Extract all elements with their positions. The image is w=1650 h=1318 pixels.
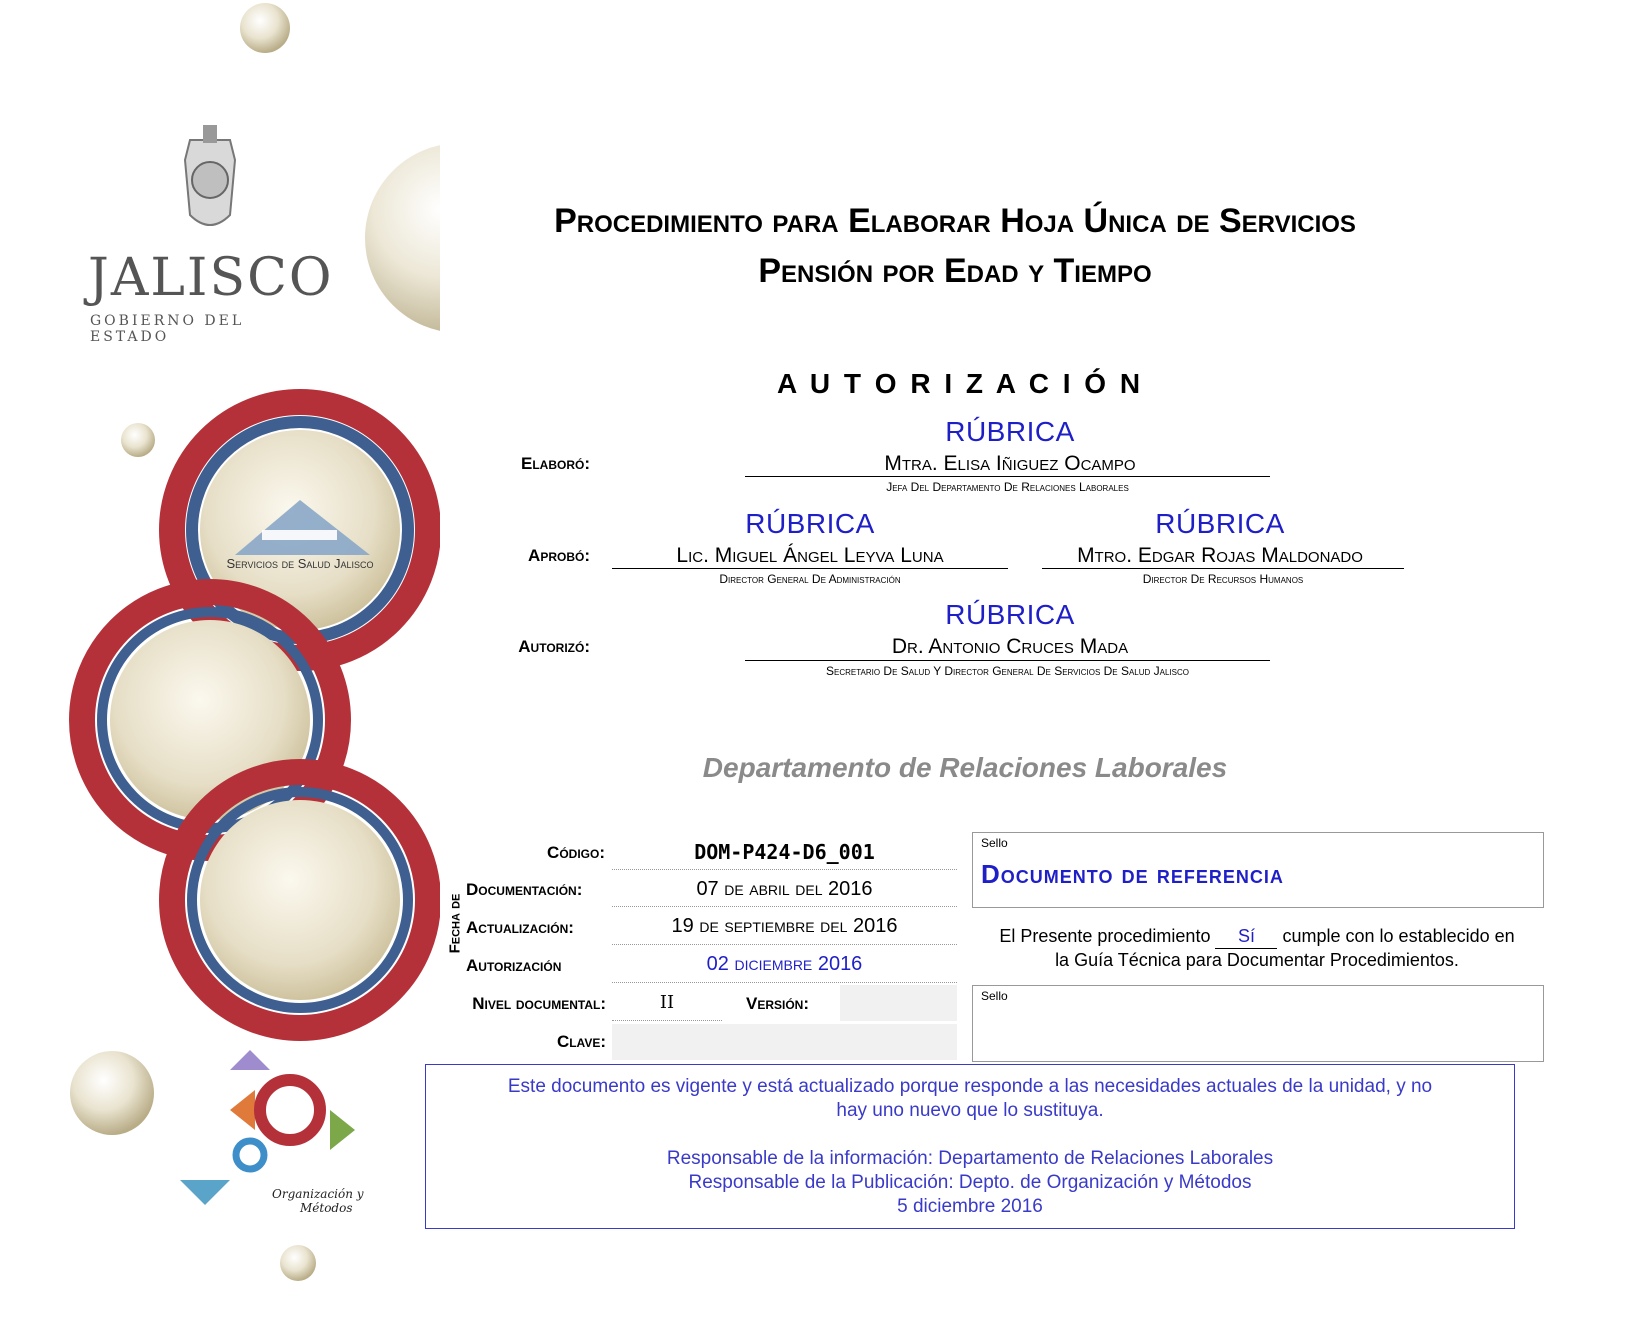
cumple-pre: El Presente procedimiento: [999, 926, 1211, 946]
sello-label-bottom: Sello: [981, 989, 1008, 1003]
footer-line-4: Responsable de la Publicación: Depto. de Organización y Métodos: [688, 1172, 1252, 1193]
om-label-2: Métodos: [300, 1201, 353, 1215]
department-name: Departamento de Relaciones Laborales: [702, 752, 1228, 783]
footer-line-2: hay uno nuevo que lo sustituya.: [836, 1100, 1104, 1121]
rubrica-autorizo: RÚBRICA: [945, 599, 1075, 630]
fecha-de-label: Fecha de: [446, 893, 464, 954]
clave-value: [612, 1024, 957, 1060]
cumple-line-2: la Guía Técnica para Documentar Procedimientos.: [1055, 950, 1459, 970]
label-actualizacion: Actualización:: [466, 918, 574, 937]
label-autorizacion: Autorización: [466, 956, 562, 975]
jalisco-brand: JALISCO: [88, 248, 334, 308]
documentacion-value: 07 de abril del 2016: [696, 878, 873, 900]
label-autorizo: Autorizó:: [518, 637, 590, 656]
sello-label-top: Sello: [981, 836, 1008, 850]
label-codigo: Código:: [547, 843, 605, 862]
page-title: [400, 196, 1510, 296]
rubrica-aprobo-left: RÚBRICA: [745, 508, 875, 539]
doc-ref-label: Documento de referencia: [981, 859, 1284, 889]
authorization-heading: A U T O R I Z A C I Ó N: [776, 368, 1144, 399]
rubrica-elaboro: RÚBRICA: [945, 416, 1075, 447]
om-label-1: Organización y: [272, 1187, 364, 1201]
jalisco-crest-icon: [160, 120, 260, 240]
name-autorizo: Dr. Antonio Cruces Mada: [891, 635, 1129, 658]
label-aprobo: Aprobó:: [528, 546, 590, 565]
label-clave: Clave:: [556, 1032, 606, 1051]
jalisco-subtitle: GOBIERNO DEL ESTADO: [90, 313, 245, 345]
validity-notice: [425, 1064, 1515, 1229]
title-line-2: Pensión por Edad y Tiempo: [758, 252, 1152, 290]
label-elaboro: Elaboró:: [521, 454, 590, 473]
cumple-statement: [972, 925, 1542, 972]
label-documentacion: Documentación:: [466, 880, 583, 899]
actualizacion-value: 19 de septiembre del 2016: [671, 915, 898, 937]
cumple-post: cumple con lo establecido en: [1282, 926, 1515, 946]
footer-line-3: Responsable de la información: Departamento de Relaciones Laborales: [666, 1148, 1274, 1169]
role-aprobo-right: Director De Recursos Humanos: [1142, 572, 1304, 586]
org-label: Servicios de Salud Jalisco: [226, 556, 374, 571]
role-elaboro: Jefa Del Departamento De Relaciones Laborales: [886, 480, 1129, 494]
role-autorizo: Secretario De Salud Y Director General De Servicios De Salud Jalisco: [826, 664, 1189, 678]
version-value: [840, 985, 957, 1021]
stamp-box-top: [972, 832, 1544, 908]
footer-line-1: Este documento es vigente y está actualizado porque responde a las necesidades actuales de la unidad, y no: [507, 1076, 1433, 1097]
codigo-value: DOM-P424-D6_001: [694, 840, 875, 864]
name-elaboro: Mtra. Elisa Iñiguez Ocampo: [884, 452, 1136, 475]
role-aprobo-left: Director General De Administración: [719, 572, 901, 586]
autorizacion-value: 02 diciembre 2016: [706, 953, 863, 975]
label-nivel: Nivel documental:: [472, 994, 606, 1013]
title-line-1: Procedimiento para Elaborar Hoja Única de Servicios: [554, 202, 1356, 240]
footer-line-5: 5 diciembre 2016: [897, 1196, 1043, 1217]
nivel-value: II: [659, 992, 675, 1013]
rubrica-aprobo-right: RÚBRICA: [1155, 508, 1285, 539]
name-aprobo-right: Mtro. Edgar Rojas Maldonado: [1077, 544, 1363, 567]
stamp-box-bottom: [972, 985, 1544, 1062]
name-aprobo-left: Lic. Miguel Ángel Leyva Luna: [676, 544, 944, 567]
label-version: Versión:: [745, 994, 809, 1013]
cumple-value: Sí: [1215, 925, 1277, 949]
